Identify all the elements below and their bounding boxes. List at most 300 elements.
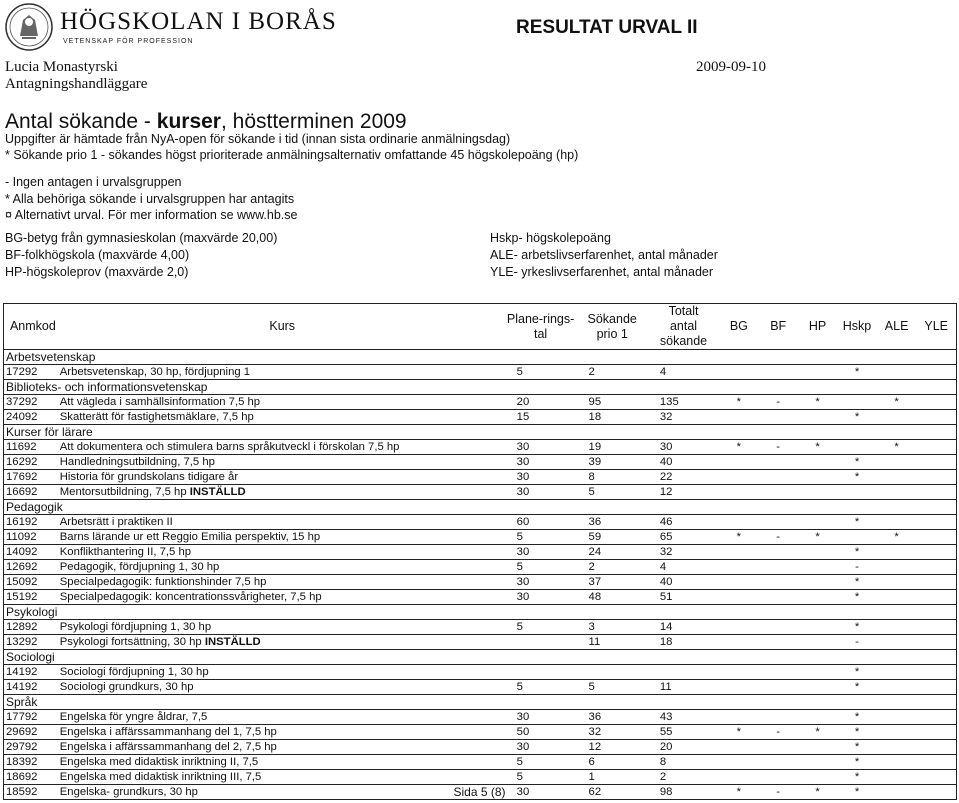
section-title: Sociologi	[4, 650, 957, 665]
cell-bg	[719, 635, 758, 650]
cell-bf	[759, 485, 798, 500]
cell-bf: -	[759, 395, 798, 410]
cell-ale	[877, 710, 917, 725]
cell-total: 98	[648, 785, 719, 800]
cell-plane: 5	[505, 560, 577, 575]
cell-hskp: *	[837, 755, 877, 770]
cell-prio: 19	[577, 440, 648, 455]
cell-course-name: Engelska- grundkurs, 30 hp	[60, 785, 505, 800]
cell-course-name: Pedagogik, fördjupning 1, 30 hp	[60, 560, 505, 575]
page-number: Sida 5 (8)	[453, 785, 506, 799]
col-prio1: Sökande prio 1	[577, 304, 648, 350]
cell-hp	[798, 620, 837, 635]
logo-tagline: VETENSKAP FÖR PROFESSION	[63, 38, 194, 45]
cell-hp	[798, 545, 837, 560]
col-yle: YLE	[916, 304, 956, 350]
cell-total: 65	[648, 530, 719, 545]
cell-course-name: Engelska med didaktisk inriktning III, 7,5	[60, 770, 505, 785]
cell-prio: 2	[577, 365, 648, 380]
cell-code: 11692	[4, 440, 60, 455]
cell-prio: 36	[577, 710, 648, 725]
cell-course-name: Handledningsutbildning, 7,5 hp	[60, 455, 505, 470]
cell-yle	[916, 665, 956, 680]
cell-bg: *	[719, 440, 758, 455]
cell-course-name: Mentorsutbildning, 7,5 hp INSTÄLLD	[60, 485, 505, 500]
cell-hp	[798, 680, 837, 695]
cell-course-name: Historia för grundskolans tidigare år	[60, 470, 505, 485]
cell-code: 17292	[4, 365, 60, 380]
cell-bf	[759, 665, 798, 680]
cell-course-name: Skatterätt för fastighetsmäklare, 7,5 hp	[60, 410, 505, 425]
cell-course-name: Arbetsrätt i praktiken II	[60, 515, 505, 530]
section-header-row	[4, 605, 957, 620]
cell-plane: 5	[505, 680, 577, 695]
legend-item: HP-högskoleprov (maxvärde 2,0)	[5, 265, 189, 279]
cell-plane	[505, 665, 577, 680]
section-header-row	[4, 500, 957, 515]
table-row	[4, 365, 957, 380]
cell-course-name: Arbetsvetenskap, 30 hp, fördjupning 1	[60, 365, 505, 380]
cell-prio: 24	[577, 545, 648, 560]
col-kurs: Kurs	[60, 304, 505, 350]
cell-prio: 5	[577, 485, 648, 500]
cell-hskp: -	[837, 560, 877, 575]
cell-plane: 30	[505, 740, 577, 755]
cell-hskp: *	[837, 770, 877, 785]
cell-plane: 5	[505, 530, 577, 545]
note-3: ¤ Alternativt urval. För mer information se www.hb.se	[5, 208, 298, 222]
cell-yle	[916, 485, 956, 500]
cell-code: 16192	[4, 515, 60, 530]
cell-ale: *	[877, 530, 917, 545]
cell-bg	[719, 710, 758, 725]
cell-prio: 3	[577, 620, 648, 635]
cell-bf	[759, 620, 798, 635]
cell-prio: 32	[577, 725, 648, 740]
cell-bg	[719, 590, 758, 605]
table-row	[4, 395, 957, 410]
cell-code: 37292	[4, 395, 60, 410]
cell-prio: 2	[577, 560, 648, 575]
cell-hskp: *	[837, 590, 877, 605]
cell-bg	[719, 410, 758, 425]
cell-prio: 95	[577, 395, 648, 410]
section-title: Arbetsvetenskap	[4, 350, 957, 365]
cell-total: 12	[648, 485, 719, 500]
cell-code: 24092	[4, 410, 60, 425]
cell-ale	[877, 770, 917, 785]
table-row	[4, 620, 957, 635]
cell-hskp: *	[837, 680, 877, 695]
cell-plane: 5	[505, 770, 577, 785]
section-title: Psykologi	[4, 605, 957, 620]
cell-prio: 6	[577, 755, 648, 770]
cell-bg	[719, 575, 758, 590]
cell-hp: *	[798, 395, 837, 410]
cell-yle	[916, 455, 956, 470]
cell-yle	[916, 545, 956, 560]
note-2: * Alla behöriga sökande i urvalsgruppen har antagits	[5, 192, 295, 206]
cell-bf	[759, 365, 798, 380]
cell-course-name: Engelska med didaktisk inriktning II, 7,5	[60, 755, 505, 770]
cancelled-label: INSTÄLLD	[201, 636, 261, 648]
cell-ale	[877, 560, 917, 575]
cell-hskp: *	[837, 725, 877, 740]
cell-ale: *	[877, 440, 917, 455]
cell-total: 32	[648, 545, 719, 560]
cell-ale	[877, 365, 917, 380]
cell-total: 11	[648, 680, 719, 695]
cell-bg	[719, 545, 758, 560]
cell-total: 135	[648, 395, 719, 410]
cell-ale	[877, 740, 917, 755]
cell-plane: 30	[505, 710, 577, 725]
section-header-row	[4, 695, 957, 710]
cell-bf	[759, 515, 798, 530]
cell-total: 55	[648, 725, 719, 740]
table-row	[4, 575, 957, 590]
cell-hskp: *	[837, 740, 877, 755]
cell-prio: 18	[577, 410, 648, 425]
cell-plane: 30	[505, 440, 577, 455]
cell-hskp: *	[837, 515, 877, 530]
legend-item: Hskp- högskolepoäng	[490, 231, 611, 245]
table-row	[4, 770, 957, 785]
cell-hskp: *	[837, 410, 877, 425]
table-header-row	[4, 304, 957, 350]
cell-hp	[798, 770, 837, 785]
cell-ale	[877, 620, 917, 635]
cell-plane: 30	[505, 785, 577, 800]
cell-code: 16292	[4, 455, 60, 470]
cell-plane: 30	[505, 485, 577, 500]
table-row	[4, 725, 957, 740]
cell-code: 14092	[4, 545, 60, 560]
page-title: Antal sökande - kurser, höstterminen 2009	[5, 110, 407, 133]
table-row	[4, 665, 957, 680]
cell-hp: *	[798, 440, 837, 455]
cell-plane: 30	[505, 590, 577, 605]
cell-bg	[719, 470, 758, 485]
cell-yle	[916, 365, 956, 380]
cell-total: 8	[648, 755, 719, 770]
cell-course-name: Sociologi grundkurs, 30 hp	[60, 680, 505, 695]
cell-bf	[759, 560, 798, 575]
cell-total: 43	[648, 710, 719, 725]
cell-hskp: *	[837, 455, 877, 470]
table-row	[4, 410, 957, 425]
cell-code: 16692	[4, 485, 60, 500]
cell-total: 4	[648, 365, 719, 380]
cell-hskp	[837, 440, 877, 455]
cell-yle	[916, 575, 956, 590]
cell-hp	[798, 515, 837, 530]
cell-code: 17792	[4, 710, 60, 725]
cell-ale	[877, 635, 917, 650]
legend-item: ALE- arbetslivserfarenhet, antal månader	[490, 248, 718, 262]
cell-yle	[916, 395, 956, 410]
cell-ale	[877, 590, 917, 605]
cell-total: 20	[648, 740, 719, 755]
cell-total	[648, 665, 719, 680]
cell-bg	[719, 485, 758, 500]
cell-course-name: Specialpedagogik: koncentrationssvårigheter, 7,5 hp	[60, 590, 505, 605]
cell-prio: 59	[577, 530, 648, 545]
cell-hskp: *	[837, 710, 877, 725]
table-row	[4, 545, 957, 560]
cell-plane: 30	[505, 575, 577, 590]
table-row	[4, 530, 957, 545]
cell-bg	[719, 620, 758, 635]
legend-right	[490, 230, 718, 281]
table-row	[4, 515, 957, 530]
logo-wordmark: HÖGSKOLAN I BORÅS	[60, 8, 337, 35]
section-header-row	[4, 425, 957, 440]
cell-total: 18	[648, 635, 719, 650]
cell-yle	[916, 590, 956, 605]
cell-prio: 12	[577, 740, 648, 755]
university-seal-icon	[4, 2, 54, 52]
cell-bg	[719, 365, 758, 380]
cell-prio: 37	[577, 575, 648, 590]
cell-bf: -	[759, 785, 798, 800]
cell-total: 14	[648, 620, 719, 635]
cell-hp: *	[798, 530, 837, 545]
cell-hskp: *	[837, 545, 877, 560]
cell-hp	[798, 470, 837, 485]
cell-bg	[719, 665, 758, 680]
cell-course-name: Psykologi fortsättning, 30 hp INSTÄLLD	[60, 635, 505, 650]
cell-bg	[719, 770, 758, 785]
cell-total: 51	[648, 590, 719, 605]
author-role: Antagningshandläggare	[5, 76, 148, 92]
table-row	[4, 470, 957, 485]
cell-bg	[719, 560, 758, 575]
cell-course-name: Att dokumentera och stimulera barns språkutveckl i förskolan 7,5 hp	[60, 440, 505, 455]
legend-item: BG-betyg från gymnasieskolan (maxvärde 20,00)	[5, 231, 278, 245]
cell-yle	[916, 740, 956, 755]
cell-bf	[759, 575, 798, 590]
cell-code: 17692	[4, 470, 60, 485]
cell-ale	[877, 680, 917, 695]
cell-hp	[798, 740, 837, 755]
cell-code: 11092	[4, 530, 60, 545]
cell-hp: *	[798, 785, 837, 800]
cell-code: 18592	[4, 785, 60, 800]
cell-hskp: *	[837, 470, 877, 485]
cell-yle	[916, 470, 956, 485]
cell-hskp: -	[837, 635, 877, 650]
cell-hskp	[837, 395, 877, 410]
cell-hp	[798, 590, 837, 605]
cell-bf	[759, 590, 798, 605]
cell-bf	[759, 545, 798, 560]
cell-yle	[916, 710, 956, 725]
section-header-row	[4, 650, 957, 665]
cell-ale	[877, 515, 917, 530]
table-row	[4, 590, 957, 605]
cell-hp	[798, 560, 837, 575]
cell-bf	[759, 770, 798, 785]
cancelled-label: INSTÄLLD	[186, 486, 246, 498]
cell-bg	[719, 455, 758, 470]
cell-hp	[798, 710, 837, 725]
table-row	[4, 485, 957, 500]
legend-left	[5, 230, 277, 281]
cell-prio: 39	[577, 455, 648, 470]
cell-ale	[877, 725, 917, 740]
cell-hskp	[837, 530, 877, 545]
cell-prio: 48	[577, 590, 648, 605]
col-total: Totalt antal sökande	[648, 304, 719, 350]
document-title: RESULTAT URVAL II	[516, 17, 698, 38]
cell-bg: *	[719, 395, 758, 410]
cell-code: 14192	[4, 680, 60, 695]
cell-ale	[877, 665, 917, 680]
cell-code: 15192	[4, 590, 60, 605]
cell-hp	[798, 410, 837, 425]
cell-bf	[759, 740, 798, 755]
cell-ale	[877, 410, 917, 425]
cell-yle	[916, 620, 956, 635]
cell-plane: 30	[505, 470, 577, 485]
author-block	[5, 59, 147, 93]
cell-course-name: Psykologi fördjupning 1, 30 hp	[60, 620, 505, 635]
cell-hskp: *	[837, 620, 877, 635]
cell-ale	[877, 575, 917, 590]
cell-prio: 1	[577, 770, 648, 785]
cell-course-name: Engelska i affärssammanhang del 1, 7,5 hp	[60, 725, 505, 740]
cell-plane: 50	[505, 725, 577, 740]
cell-total: 40	[648, 575, 719, 590]
cell-bf	[759, 755, 798, 770]
cell-bf	[759, 710, 798, 725]
cell-hskp: *	[837, 665, 877, 680]
cell-bg	[719, 515, 758, 530]
applicants-table	[3, 303, 957, 800]
cell-plane: 60	[505, 515, 577, 530]
table-row	[4, 635, 957, 650]
cell-bf	[759, 455, 798, 470]
cell-hskp: *	[837, 365, 877, 380]
table-row	[4, 680, 957, 695]
cell-bf: -	[759, 530, 798, 545]
cell-bf	[759, 680, 798, 695]
cell-code: 13292	[4, 635, 60, 650]
cell-ale	[877, 485, 917, 500]
cell-prio: 62	[577, 785, 648, 800]
cell-plane: 15	[505, 410, 577, 425]
cell-yle	[916, 725, 956, 740]
col-bg: BG	[719, 304, 758, 350]
col-anmkod: Anmkod	[4, 304, 60, 350]
cell-course-name: Barns lärande ur ett Reggio Emilia perspektiv, 15 hp	[60, 530, 505, 545]
author-name: Lucia Monastyrski	[5, 59, 118, 75]
cell-hp	[798, 575, 837, 590]
cell-plane	[505, 635, 577, 650]
cell-plane: 5	[505, 755, 577, 770]
cell-prio: 11	[577, 635, 648, 650]
legend-item: BF-folkhögskola (maxvärde 4,00)	[5, 248, 190, 262]
col-hskp: Hskp	[837, 304, 877, 350]
cell-plane: 5	[505, 620, 577, 635]
cell-yle	[916, 410, 956, 425]
cell-bg	[719, 680, 758, 695]
cell-total: 30	[648, 440, 719, 455]
col-planeringstal: Plane-rings- tal	[505, 304, 577, 350]
section-title: Biblioteks- och informationsvetenskap	[4, 380, 957, 395]
cell-bg	[719, 740, 758, 755]
cell-yle	[916, 515, 956, 530]
cell-total: 22	[648, 470, 719, 485]
cell-prio	[577, 665, 648, 680]
cell-hp	[798, 755, 837, 770]
cell-ale	[877, 470, 917, 485]
cell-code: 29792	[4, 740, 60, 755]
cell-hp	[798, 485, 837, 500]
section-header-row	[4, 380, 957, 395]
section-title: Kurser för lärare	[4, 425, 957, 440]
cell-yle	[916, 770, 956, 785]
cell-yle	[916, 530, 956, 545]
legend-item: YLE- yrkeslivserfarenhet, antal månader	[490, 265, 714, 279]
cell-bf: -	[759, 440, 798, 455]
table-row	[4, 755, 957, 770]
cell-hp: *	[798, 725, 837, 740]
section-header-row	[4, 350, 957, 365]
cell-bg	[719, 755, 758, 770]
table-row	[4, 455, 957, 470]
cell-code: 12892	[4, 620, 60, 635]
table-row	[4, 440, 957, 455]
cell-yle	[916, 680, 956, 695]
cell-course-name: Specialpedagogik: funktionshinder 7,5 hp	[60, 575, 505, 590]
table-body	[4, 350, 957, 800]
cell-plane: 30	[505, 545, 577, 560]
cell-hp	[798, 635, 837, 650]
cell-plane: 5	[505, 365, 577, 380]
col-hp: HP	[798, 304, 837, 350]
cell-code: 18692	[4, 770, 60, 785]
intro-line-1: Uppgifter är hämtade från NyA-open för sökande i tid (innan sista ordinarie anmälningsdag)	[5, 132, 511, 146]
cell-yle	[916, 560, 956, 575]
cell-hskp: *	[837, 575, 877, 590]
cell-code: 29692	[4, 725, 60, 740]
section-title: Språk	[4, 695, 957, 710]
cell-prio: 5	[577, 680, 648, 695]
cell-hp	[798, 665, 837, 680]
cell-ale: *	[877, 395, 917, 410]
cell-course-name: Engelska i affärssammanhang del 2, 7,5 hp	[60, 740, 505, 755]
col-bf: BF	[759, 304, 798, 350]
cell-hskp: *	[837, 785, 877, 800]
section-title: Pedagogik	[4, 500, 957, 515]
table-row	[4, 560, 957, 575]
cell-total: 32	[648, 410, 719, 425]
cell-code: 18392	[4, 755, 60, 770]
cell-yle	[916, 755, 956, 770]
cell-yle	[916, 440, 956, 455]
cell-ale	[877, 545, 917, 560]
cell-prio: 36	[577, 515, 648, 530]
cell-code: 14192	[4, 665, 60, 680]
cell-total: 2	[648, 770, 719, 785]
cell-bg: *	[719, 785, 758, 800]
cell-course-name: Engelska för yngre åldrar, 7,5	[60, 710, 505, 725]
cell-course-name: Konflikthantering II, 7,5 hp	[60, 545, 505, 560]
cell-plane: 30	[505, 455, 577, 470]
document-date: 2009-09-10	[696, 59, 766, 75]
